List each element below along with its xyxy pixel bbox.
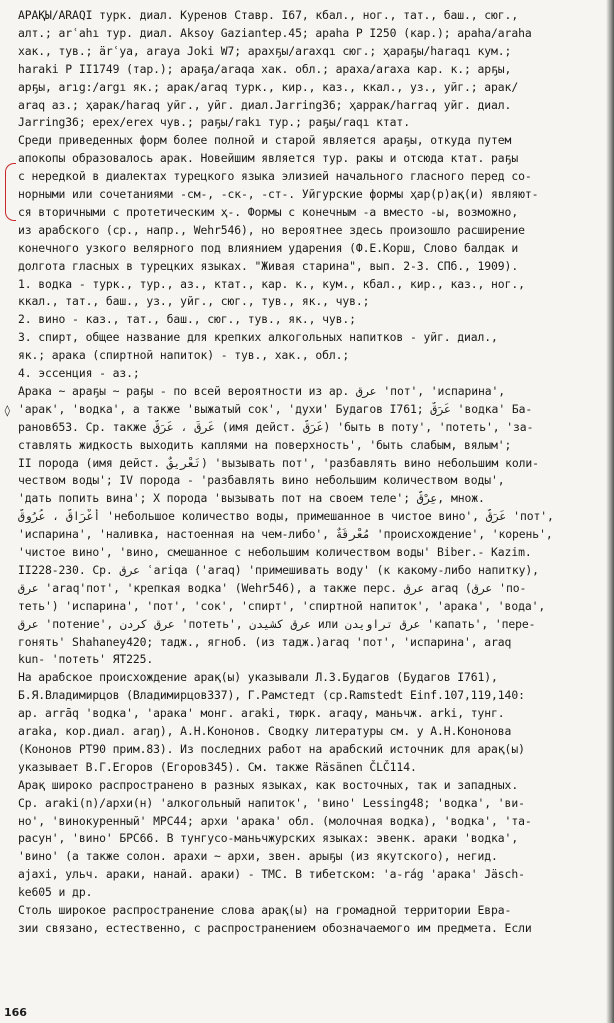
text-line: 3. спирт, общее название для крепких алкогольных напитков - уйг. диал., [18, 330, 498, 345]
text-line: як.; арака (спиртной напиток) - тув., хак., обл.; [18, 348, 350, 363]
text-line: ajaxi, ульч. араки, нанай. араки) - ТМС. В тибетском: 'a-rág 'арака' Jäsch- [18, 867, 525, 882]
text-line: kun- 'потеть' ЯТ225. [18, 652, 154, 667]
text-line: ставлять жидкость выходить каплями на поверхность', 'быть слабым, вялым'; [18, 437, 512, 452]
text-line: Б.Я.Владимирцов (Владимирцов337), Г.Рамстедт (ср.Ramstedt Einf.107,119,140: [18, 688, 525, 703]
text-line: хак., тув.; ärʿya, araya Joki W7; арахҕы/araxqı сюг.; ҳараҕы/haraqı кум.; [18, 43, 512, 58]
text-line: ар. arrāq 'водка', 'арака' монг. araki, тюрк. araqy, маньчж. arki, тунг. [18, 706, 505, 721]
text-line: Арақ широко распространено в разных языках, как восточных, так и западных. [18, 777, 519, 792]
text-line: Ср. araki(n)/архи(н) 'алкогольный напиток', 'вино' Lessing48; 'водка', 'ви- [18, 795, 525, 810]
entry-marker-diamond: ◊ [4, 404, 11, 417]
text-line: ся вторичными с протетическим ҳ-. Формы с конечным -а вместо -ы, возможно, [18, 204, 519, 219]
text-line: зии связано, естественно, с распространением обозначаемого им предмета. Если [18, 920, 532, 935]
text-line: Арака ~ араҕы ~ раҕы - по всей вероятности из ар. عرق 'пот', 'испарина', [18, 383, 506, 398]
text-line: долгота гласных в турецких языках. "Живая старина", вып. 2-3. СПб., 1909). [18, 258, 519, 273]
text-line: теть') 'испарина', 'пот', 'сок', 'спирт', 'спиртной напиток', 'арака', 'вода', [18, 598, 546, 613]
text-line: норными или сочетаниями -см-, -ск-, -ст-. Уйгурские формы ҳар(р)ақ(и) являют- [18, 187, 539, 201]
text-line: (Кононов РТ90 прим.83). Из последних работ на арабский источник для арақ(ы) [18, 741, 525, 756]
text-line: 2. вино - каз., тат., баш., сюг., тув., як., чув.; [18, 312, 356, 327]
text-line: расун', 'вино' БРС66. В тунгусо-маньчжурских языках: эвенк. араки 'водка', [18, 831, 519, 846]
text-line: ke605 и др. [18, 885, 93, 900]
text-line: عرق 'araq'пот', 'крепкая водка' (Wehr546), а также перс. عرق araq (عرق 'по- [18, 580, 527, 595]
text-line: указывает В.Г.Егоров (Егоров345). См. также Räsänen ČLČ114. [18, 759, 417, 774]
text-line: алт.; arʿahı тур. диал. Aksoy Gaziantep.45; араһа P I250 (кар.); араһа/araha [18, 25, 532, 40]
text-line: 'чистое вино', 'вино, смешанное с небольшим количеством воды' Biber.- Kazim. [18, 545, 532, 559]
text-line: арҕы, arıg:/argı як.; арак/araq турк., кир., каз., ккал., уз., уйг.; арак/ [18, 79, 519, 94]
page-number: 166 [4, 1006, 27, 1019]
text-line: апокопы образовалось арак. Новейшим является тур. ракы и отсюда ктат. раҕы [18, 151, 519, 166]
text-line: с нередкой в диалектах турецкого языка элизией начального гласного перед со- [18, 169, 532, 184]
text-line: конечного узкого велярного под влиянием ударения (Ф.Е.Корш, Слово балдак и [18, 240, 519, 255]
text-line: На арабское происхождение арақ(ы) указывали Л.З.Будагов (Будагов I761), [18, 670, 498, 685]
entry-headword-line: АРАҚЫ/ARAQI турк. диал. Куренов Ставр. I67, кбал., ног., тат., баш., сюг., [18, 8, 519, 22]
text-line: II228-230. Ср. عرق ʿariqa ('araq) 'примешивать воду' (к какому-либо напитку), [18, 562, 539, 577]
text-line: haraki P II1749 (тар.); араҕа/araqa хак. обл.; араха/araxa кар. к.; арҕы, [18, 61, 512, 76]
text-line: araka, кор.диал. araŋ), А.Н.Кононов. Сводку литературы см. у А.Н.Кононова [18, 724, 512, 738]
text-line: II порода (имя дейст. تَعْرِيقٌ) 'вызывать пот', 'разбавлять вино небольшим коли- [18, 455, 539, 470]
text-line: 'вино' (а также солон. арахи ~ архи, звен. арыҕы (из якутского), негид. [18, 849, 498, 864]
page-binding-shadow [606, 0, 614, 1023]
text-line: но', 'винокуренный' МРС44; архи 'арака' обл. (молочная водка), 'водка', 'та- [18, 813, 532, 828]
text-line: عرق 'потение', عرق كردن 'потеть', عرق كشيدن или عرق تراويدن 'капать', 'пере- [18, 616, 536, 631]
text-line: ккал., тат., баш., уз., уйг., сюг., тув., як., чув.; [18, 294, 370, 309]
text-line: 'арак', 'водка', а также 'выжатый сок', 'духи' Будагов I761; عَرَقٌ 'водка' Ба- [18, 401, 533, 416]
text-line: Jarring36; ерех/erex чув.; раҕы/rakı тур.; раҕы/raqı ктат. [18, 115, 410, 130]
text-line: гонять' Shahaney420; тадж., ягноб. (из тадж.)araq 'пот', 'испарина', araq [18, 634, 512, 649]
text-line: чеством воды'; IV порода - 'разбавлять вино небольшим количеством воды', [18, 473, 505, 488]
text-line: 'испарина', 'наливка, настоенная на чем-либо', مُعْرِقَةٌ 'происхождение', 'корень', [18, 527, 553, 542]
text-line: araq аз.; ҳарак/haraq уйг., уйг. диал.Jarring36; ҳаррак/harraq уйг. диал. [18, 97, 512, 112]
text-line: 'дать попить вина'; X порода 'вызывать пот на своем теле'; عِرْقٌ, множ. [18, 491, 485, 506]
text-line: Среди приведенных форм более полной и старой является араҕы, откуда путем [18, 133, 512, 148]
text-line: أَعْرَاقٌ ، عُرُوقٌ 'небольшое количество воды, примешанное в чистое вино', عَرَقٌ 'пот', [18, 509, 554, 524]
text-line: ранов653. Ср. также عَرِقَ ، عَرَقٌ (имя дейст. عَرَقٌ) 'быть в поту', 'потеть', 'за- [18, 419, 534, 434]
text-line: 1. водка - турк., тур., аз., ктат., кар. к., кум., кбал., кир., каз., ног., [18, 276, 525, 291]
dictionary-page [18, 8, 600, 1008]
text-line: Столь широкое распространение слова арақ(ы) на громадной территории Евра- [18, 903, 512, 917]
margin-bracket-annotation [5, 163, 16, 221]
text-line: 4. эссенция - аз.; [18, 366, 140, 380]
text-line: из арабского (ср., напр., Wehr546), но вероятнее здесь произошло расширение [18, 222, 525, 237]
